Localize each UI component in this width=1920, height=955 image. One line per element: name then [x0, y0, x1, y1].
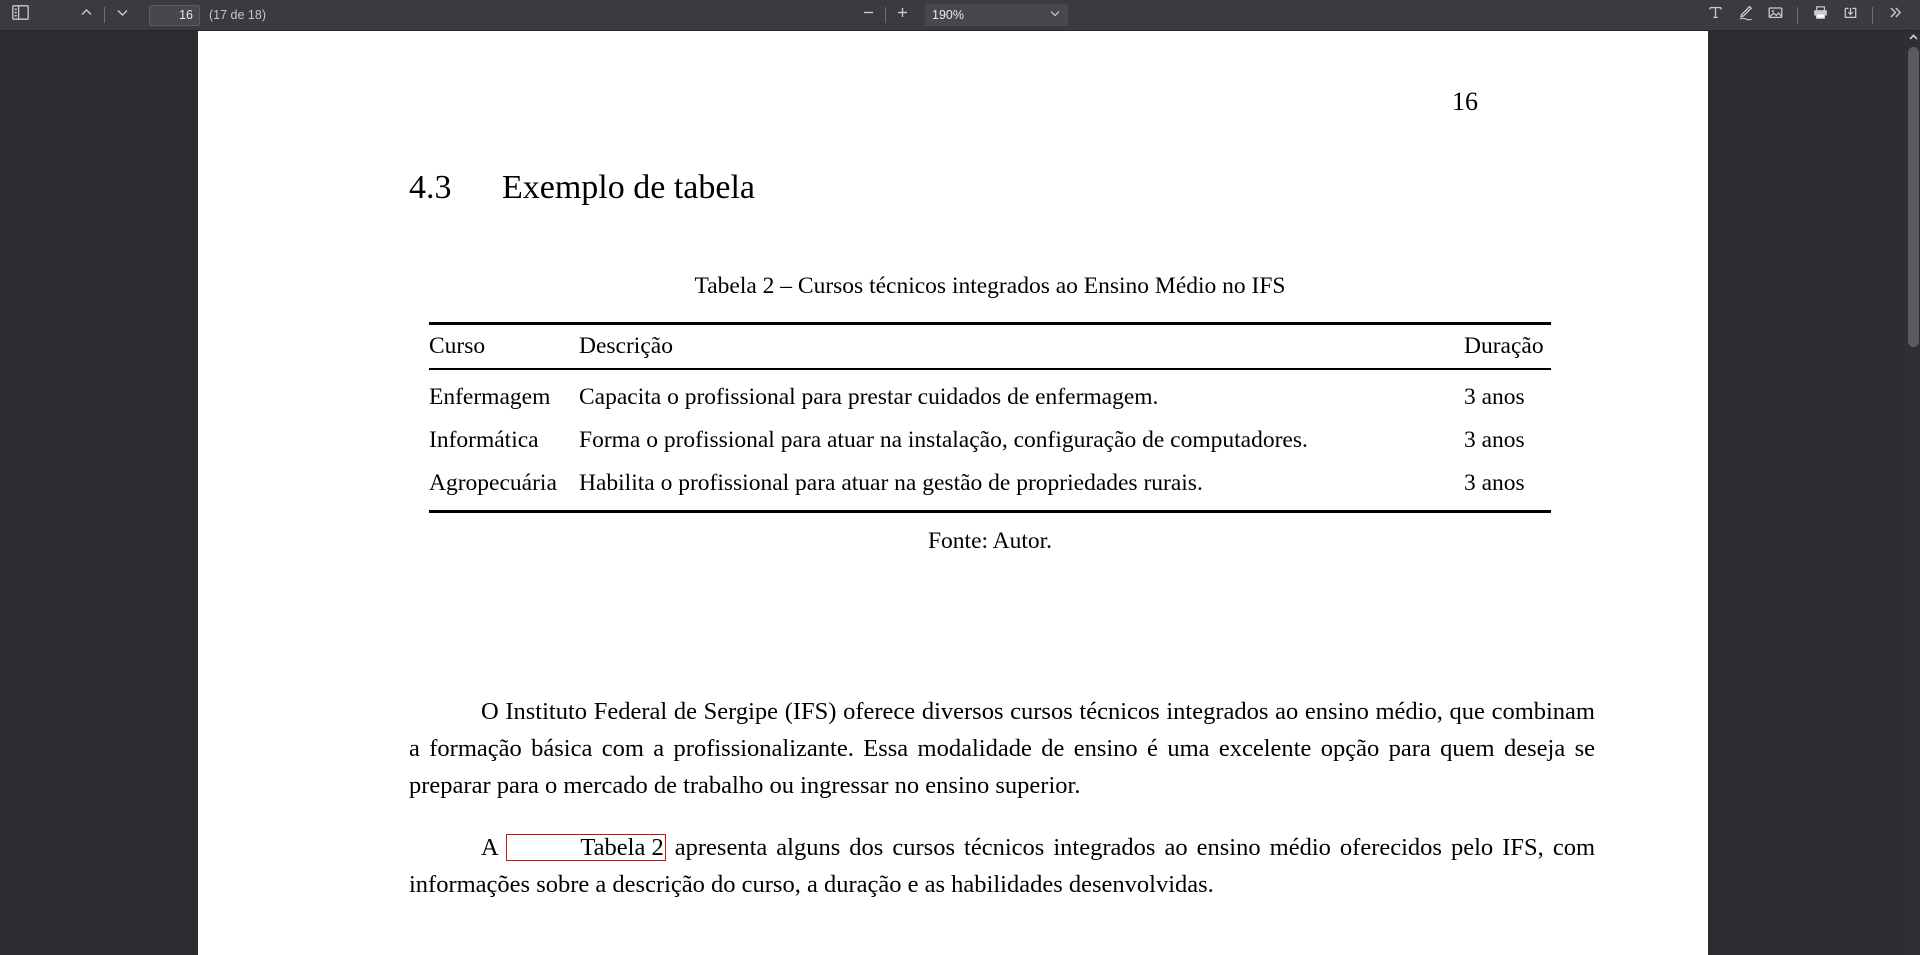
scroll-up-button[interactable]	[1906, 31, 1920, 46]
table-source-note: Fonte: Autor.	[927, 528, 1053, 554]
next-page-button[interactable]	[110, 3, 135, 28]
save-download-icon	[1842, 4, 1859, 26]
save-button[interactable]	[1837, 3, 1863, 28]
column-header-duracao: Duração	[1464, 333, 1544, 359]
table-row	[429, 370, 1551, 419]
toolbar-divider	[1872, 7, 1873, 24]
toolbar-divider	[885, 7, 886, 23]
paragraph-2-before: A	[481, 833, 507, 861]
plus-icon	[895, 5, 910, 25]
more-tools-button[interactable]	[1882, 3, 1908, 28]
section-title: Exemplo de tabela	[502, 169, 756, 206]
page-number-text: 16	[1452, 87, 1478, 116]
pdf-viewer[interactable]	[0, 31, 1920, 955]
cell-descricao: Capacita o profissional para prestar cuidados de enfermagem.	[579, 383, 1159, 410]
paragraph-2-after: apresenta alguns dos cursos técnicos integrados ao ensino médio oferecidos pelo IFS, com informações sobre a descrição do curso, a duração e as habilidades desenvolvidas.	[409, 833, 1595, 898]
zoom-controls-group	[856, 3, 1068, 28]
text-tool-button[interactable]	[1702, 3, 1728, 28]
page-count-label: (17 de 18)	[209, 8, 266, 22]
scrollbar-thumb[interactable]	[1908, 47, 1919, 347]
cell-curso: Informática	[429, 426, 539, 453]
cell-descricao: Forma o profissional para atuar na instalação, configuração de computadores.	[579, 426, 1308, 453]
chevron-down-icon	[115, 5, 130, 25]
minus-icon	[861, 5, 876, 25]
cell-duracao: 3 anos	[1464, 469, 1525, 496]
table-header-row	[429, 325, 1551, 368]
previous-page-button[interactable]	[74, 3, 99, 28]
sidebar-panel-icon	[12, 5, 29, 25]
data-table	[429, 325, 1551, 368]
chevron-up-icon	[79, 5, 94, 25]
data-table-body	[429, 370, 1551, 510]
table-row	[429, 419, 1551, 462]
table-bottom-rule	[429, 510, 1551, 513]
paragraph-2	[409, 829, 1595, 903]
image-icon	[1767, 4, 1784, 26]
cell-curso: Agropecuária	[429, 469, 557, 496]
chevron-up-icon	[1908, 30, 1919, 48]
table-cross-reference-link[interactable]: Tabela 2	[506, 834, 665, 862]
body-text	[409, 693, 1595, 903]
cell-descricao: Habilita o profissional para atuar na gestão de propriedades rurais.	[579, 469, 1203, 496]
cell-duracao: 3 anos	[1464, 426, 1525, 453]
column-header-descricao: Descrição	[579, 333, 673, 359]
column-header-curso: Curso	[429, 333, 486, 359]
zoom-in-button[interactable]	[890, 3, 915, 28]
text-T-icon	[1707, 4, 1724, 26]
zoom-level-dropdown[interactable]	[925, 4, 1068, 26]
zoom-level-value: 190%	[932, 8, 964, 22]
page-navigation-group	[74, 3, 135, 28]
pdf-page[interactable]	[198, 31, 1708, 955]
toolbar-divider	[104, 7, 105, 23]
draw-tool-button[interactable]	[1732, 3, 1758, 28]
zoom-out-button[interactable]	[856, 3, 881, 28]
paragraph-1: O Instituto Federal de Sergipe (IFS) oferece diversos cursos técnicos integrados ao ensino médio, que combinam a formação básica com a profissionalizante. Essa modalidade de ensino é uma excelente opção para quem deseja se preparar para o mercado de trabalho ou ingressar no ensino superior.	[409, 698, 1595, 800]
section-heading	[409, 169, 755, 207]
annotation-tools-group	[1702, 3, 1908, 28]
page-number-input[interactable]	[149, 5, 200, 26]
sidebar-toggle-button[interactable]	[6, 3, 34, 28]
cell-duracao: 3 anos	[1464, 383, 1525, 410]
table-body	[429, 370, 1551, 510]
cell-curso: Enfermagem	[429, 383, 551, 410]
chevron-down-icon	[1049, 6, 1061, 24]
toolbar-divider	[1797, 7, 1798, 24]
section-number: 4.3	[409, 169, 452, 206]
double-chevron-right-icon	[1887, 4, 1904, 26]
printer-icon	[1812, 4, 1829, 26]
table-row	[429, 462, 1551, 510]
pen-icon	[1737, 4, 1754, 26]
print-button[interactable]	[1807, 3, 1833, 28]
pdf-toolbar	[0, 0, 1920, 31]
image-tool-button[interactable]	[1762, 3, 1788, 28]
vertical-scrollbar[interactable]	[1905, 31, 1920, 955]
table-block	[429, 273, 1551, 555]
table-caption: Tabela 2 – Cursos técnicos integrados ao Ensino Médio no IFS	[694, 273, 1286, 299]
table-header	[429, 325, 1551, 368]
